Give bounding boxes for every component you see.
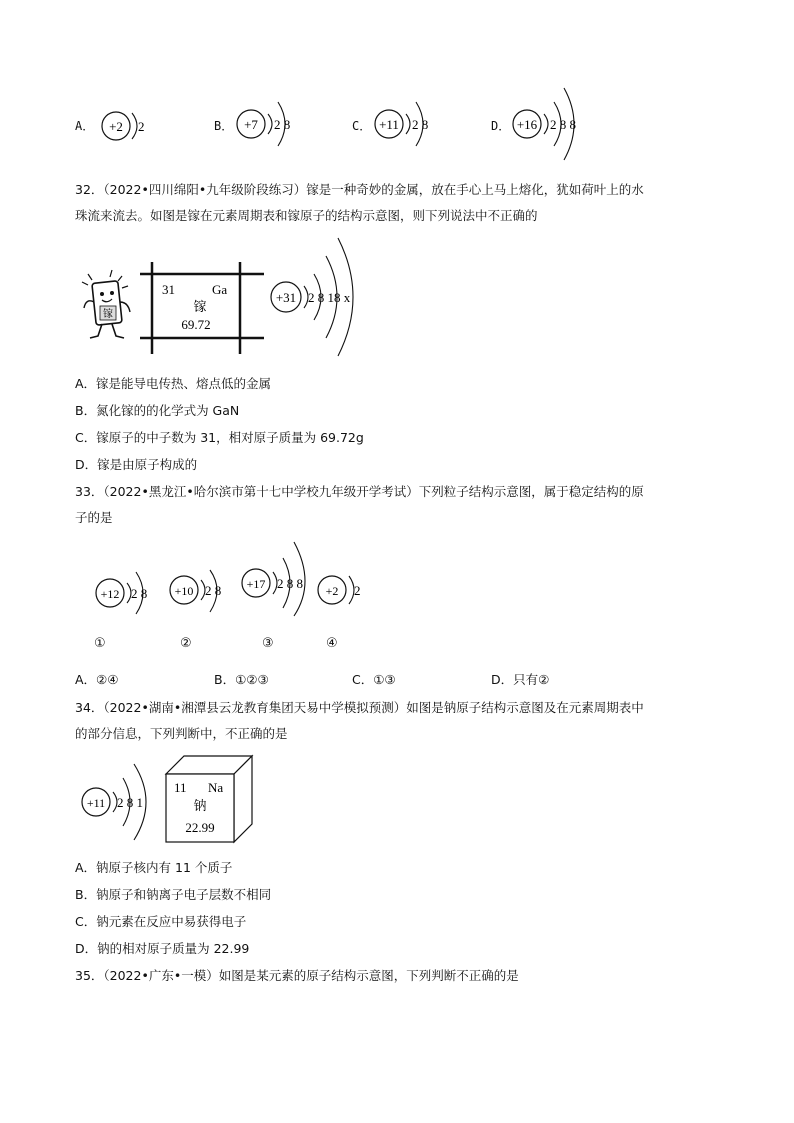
svg-text:+16: +16 xyxy=(516,117,538,132)
svg-text:2 8 8: 2 8 8 xyxy=(277,576,303,591)
q33-option-d[interactable]: D．只有② xyxy=(491,672,550,687)
svg-text:2 8 8: 2 8 8 xyxy=(550,117,576,132)
svg-text:+11: +11 xyxy=(379,117,399,132)
q33-tag-3: ③ xyxy=(262,636,274,651)
svg-text:+31: +31 xyxy=(275,290,297,305)
atomic-number: 11 xyxy=(174,780,187,795)
q31-option-b-diagram[interactable] xyxy=(234,92,314,156)
svg-text:2 8 18 x: 2 8 18 x xyxy=(308,290,351,305)
q33-option-a[interactable]: A．②④ xyxy=(75,672,119,687)
svg-text:+12: +12 xyxy=(100,587,120,601)
q34-option-d[interactable]: D．钠的相对原子质量为 22.99 xyxy=(75,941,250,956)
q33-option-b[interactable]: B．①②③ xyxy=(214,672,269,687)
q31-option-c-label: C． xyxy=(352,119,372,133)
svg-text:+2: +2 xyxy=(325,584,339,598)
q33-atom-1 xyxy=(94,568,164,618)
sodium-atom-diagram xyxy=(80,760,170,844)
q33-atom-3 xyxy=(240,538,324,618)
q34-stem-line2: 的部分信息，下列判断中，不正确的是 xyxy=(75,726,288,741)
element-name: 镓 xyxy=(193,299,207,314)
q31-option-d-diagram[interactable] xyxy=(510,80,600,168)
gallium-cartoon-icon xyxy=(78,268,138,344)
q33-tag-1: ① xyxy=(94,636,106,651)
gallium-atom-diagram xyxy=(268,234,388,364)
electron-counts: 2 xyxy=(138,119,145,134)
element-symbol: Ga xyxy=(212,282,228,297)
q33-option-c[interactable]: C．①③ xyxy=(352,672,396,687)
q34-option-a[interactable]: A．钠原子核内有 11 个质子 xyxy=(75,860,233,875)
q31-option-d-label: D． xyxy=(491,119,511,133)
q31-option-b-label: B． xyxy=(214,119,234,133)
q32-stem-line1: 32．（2022•四川绵阳•九年级阶段练习）镓是一种奇妙的金属，放在手心上马上熔化，犹如荷叶上的水 xyxy=(75,182,644,197)
q34-stem-line1: 34．（2022•湖南•湘潭县云龙教育集团天易中学模拟预测）如图是钠原子结构示意图及在元素周期表中 xyxy=(75,700,644,715)
svg-text:2 8: 2 8 xyxy=(274,117,291,132)
svg-text:+10: +10 xyxy=(174,584,194,598)
svg-text:+17: +17 xyxy=(246,577,266,591)
q31-option-a-label: A． xyxy=(75,119,95,133)
q32-option-d[interactable]: D．镓是由原子构成的 xyxy=(75,457,198,472)
cartoon-label: 镓 xyxy=(103,309,113,320)
electron-shell xyxy=(132,113,137,139)
q33-tag-4: ④ xyxy=(326,636,338,651)
svg-text:2 8: 2 8 xyxy=(205,583,222,598)
atomic-number: 31 xyxy=(162,282,175,297)
q32-stem-line2: 珠流来流去。如图是镓在元素周期表和镓原子的结构示意图，则下列说法中不正确的 xyxy=(75,208,538,223)
q33-tag-2: ② xyxy=(180,636,192,651)
q34-option-c[interactable]: C．钠元素在反应中易获得电子 xyxy=(75,914,247,929)
q32-option-b[interactable]: B．氮化镓的的化学式为 GaN xyxy=(75,403,240,418)
svg-text:2: 2 xyxy=(354,583,361,598)
gallium-periodic-cell xyxy=(140,262,264,354)
svg-text:2 8: 2 8 xyxy=(412,117,429,132)
element-symbol: Na xyxy=(208,780,224,795)
element-name: 钠 xyxy=(193,798,207,813)
q33-stem-line2: 子的是 xyxy=(75,510,113,525)
nucleus-charge: +2 xyxy=(109,119,123,134)
q31-option-a-diagram[interactable] xyxy=(98,105,168,147)
svg-text:2 8 1: 2 8 1 xyxy=(117,795,143,810)
q35-stem-line1: 35．（2022•广东•一模）如图是某元素的原子结构示意图，下列判断不正确的是 xyxy=(75,968,519,983)
q34-option-b[interactable]: B．钠原子和钠离子电子层数不相同 xyxy=(75,887,272,902)
svg-text:+7: +7 xyxy=(244,117,258,132)
q33-atom-4 xyxy=(316,568,376,614)
q33-atom-2 xyxy=(168,568,238,618)
atomic-mass: 69.72 xyxy=(181,317,211,332)
q31-option-c-diagram[interactable] xyxy=(372,92,452,156)
q32-option-a[interactable]: A．镓是能导电传热、熔点低的金属 xyxy=(75,376,272,391)
svg-text:2 8: 2 8 xyxy=(131,586,148,601)
atomic-mass: 22.99 xyxy=(185,820,215,835)
q33-stem-line1: 33．（2022•黑龙江•哈尔滨市第十七中学校九年级开学考试）下列粒子结构示意图，属于稳定结构的原 xyxy=(75,484,644,499)
svg-text:+11: +11 xyxy=(86,796,106,810)
q32-option-c[interactable]: C．镓原子的中子数为 31，相对原子质量为 69.72g xyxy=(75,430,364,445)
sodium-periodic-cell xyxy=(164,754,256,846)
